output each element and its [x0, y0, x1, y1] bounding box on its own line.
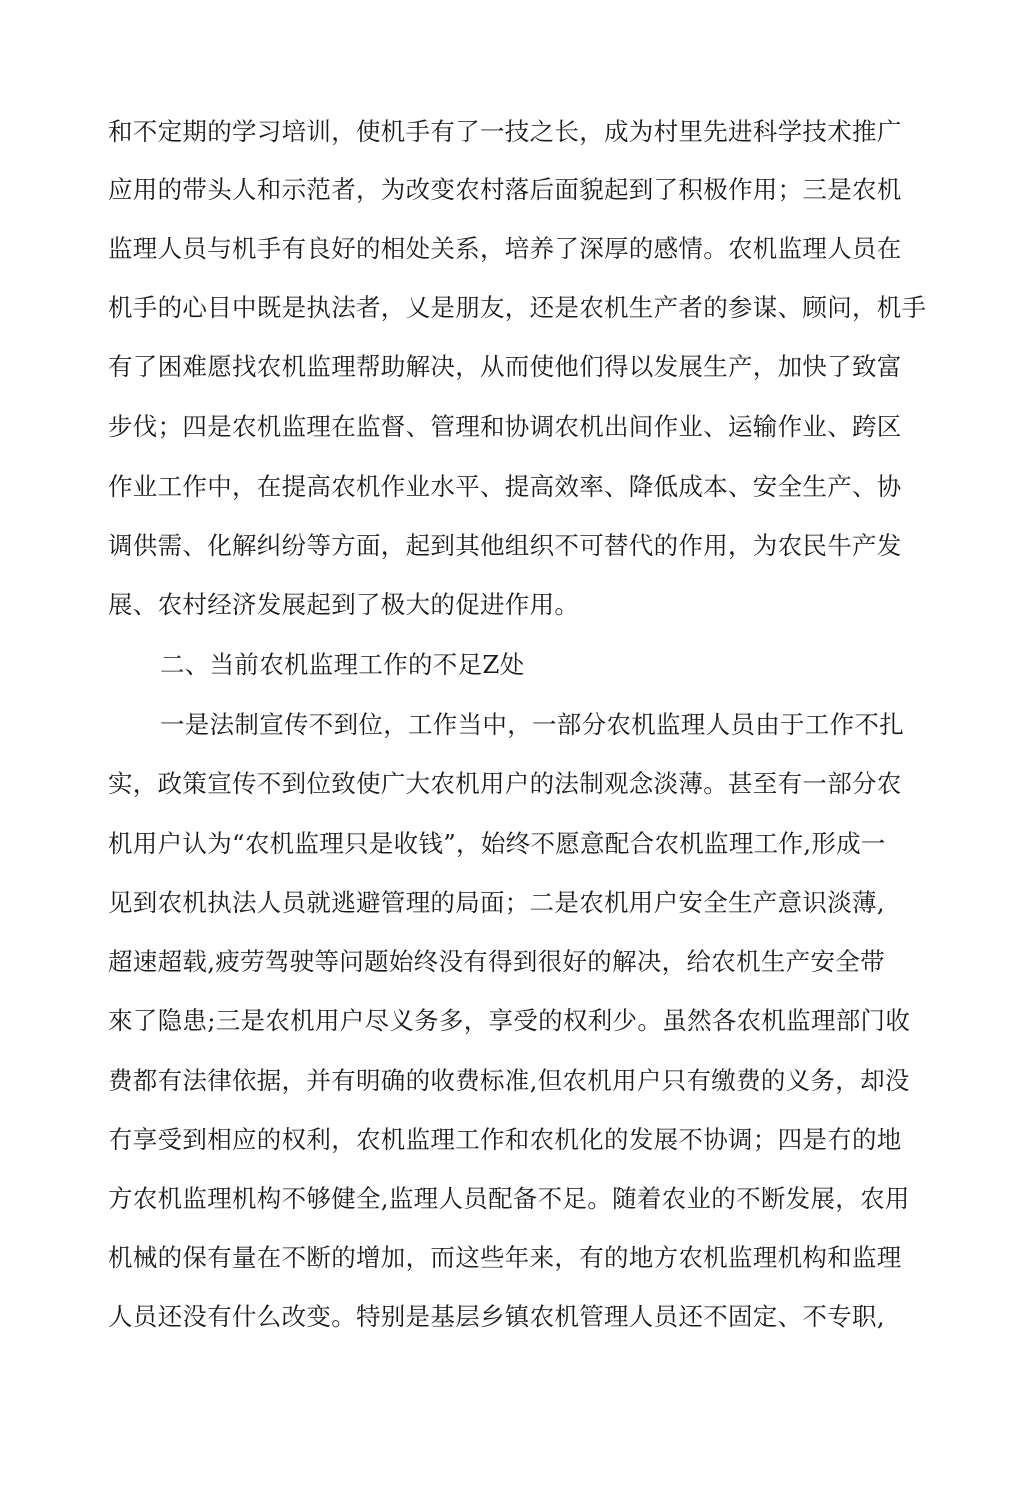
paragraph-line: 步伐；四是农机监理在监督、管理和协调农机出间作业、运输作业、跨区	[108, 412, 902, 441]
section-heading: 二、当前农机监理工作的不足Z处	[160, 650, 525, 679]
paragraph-line: 机手的心目中既是执法者，乂是朋友，还是农机生产者的参谋、顾问，机手	[108, 293, 927, 322]
paragraph-line: 展、农村经济发展起到了极大的促进作用。	[108, 590, 580, 619]
paragraph-line: 一是法制宣传不到位，工作当中，一部分农机监理人员由于工作不扎	[160, 710, 904, 739]
paragraph-line: 应用的带头人和示范者，为改变农村落后面貌起到了积极作用；三是农机	[108, 175, 902, 204]
paragraph-line: 來了隐患;三是农机用户尽义务多，享受的权利少。虽然各农机监理部门收	[108, 1006, 911, 1035]
paragraph-line: 实，政策宣传不到位致使广大农机用户的法制观念淡薄。甚至有一部分农	[108, 769, 902, 798]
paragraph-line: 冇享受到相应的权利，农机监理工作和农机化的发展不协调；四是冇的地	[108, 1125, 902, 1154]
paragraph-line: 和不定期的学习培训，使机手有了一技之长，成为村里先进科学技术推广	[108, 117, 902, 146]
paragraph-line: 方农机监理机构不够健全,监理人员配备不足。随着农业的不断发展，农用	[108, 1184, 910, 1213]
paragraph-line: 机用户认为“农机监理只是收钱”，始终不愿意配合农机监理工作,形成一	[108, 829, 886, 858]
paragraph-line: 调供需、化解纠纷等方面，起到其他组织不可替代的作用，为农民牛产发	[108, 531, 902, 560]
paragraph-line: 有了困难愿找农机监理帮助解决，从而使他们得以发展生产，加快了致富	[108, 352, 902, 381]
paragraph-line: 机械的保有量在不断的增加，而这些年来，有的地方农机监理机构和监理	[108, 1243, 902, 1272]
paragraph-line: 费都有法律依据，并有明确的收费标准,但农机用户只有缴费的义务，却没	[108, 1066, 910, 1095]
paragraph-line: 见到农机执法人员就逃避管理的局面；二是农机用户安全生产意识淡薄,	[108, 888, 885, 917]
paragraph-line: 监理人员与机手有良好的相处关系，培养了深厚的感情。农机监理人员在	[108, 234, 902, 263]
paragraph-line: 超速超载,疲劳驾驶等问题始终没有得到很好的解决，给农机生产安全带	[108, 947, 885, 976]
paragraph-line: 人员还没有什么改变。特别是基层乡镇农机管理人员还不固定、不专职,	[108, 1302, 885, 1331]
paragraph-line: 作业工作中，在提高农机作业水平、提高效率、降低成本、安全生产、协	[108, 472, 902, 501]
